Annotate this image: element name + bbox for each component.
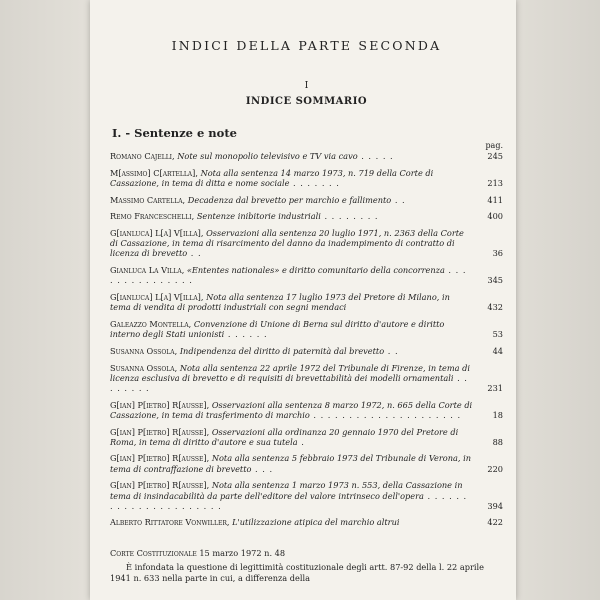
background-right [514, 0, 600, 600]
entry-page: 44 [492, 345, 503, 356]
entry-leader: . . . . . . [224, 329, 268, 340]
section-title: I. - Sentenze e note [112, 126, 237, 140]
list-item [110, 346, 503, 356]
entry-title: Osservazioni alla sentenza 8 marzo 1972, n. 665 della Corte di Cassazione, in tema di trasferimento di marchio [110, 399, 473, 420]
list-item [110, 363, 503, 394]
entry-leader: . . . [251, 463, 274, 474]
entry-page: 345 [487, 275, 503, 286]
entry-leader: . . . . . . . . . . . . . . . [110, 265, 467, 286]
entry-title: Convenzione di Unione di Berna sul diritto d'autore e diritto interno degli Stati unionisti [110, 318, 445, 340]
list-item [110, 211, 503, 221]
entry-author: Susanna Ossola, [110, 345, 178, 356]
entry-author: Romano Cajelli, [110, 151, 175, 161]
list-item [110, 195, 503, 205]
entry-page: 422 [487, 517, 503, 528]
entry-leader: . . [187, 248, 202, 259]
entry-author: Massimo Cartella, [110, 194, 186, 205]
list-item [110, 151, 503, 161]
list-item [110, 292, 503, 312]
entry-author: G[ian] P[ietro] R[ausse], [110, 453, 210, 464]
entry-title: Nota alla sentenza 17 luglio 1973 del Pretore di Milano, in tema di vendita di prodotti industriali con segni mendaci [110, 292, 450, 313]
entry-leader: . . . . . . . . . . . . . . . . . . . . . . [110, 490, 468, 511]
book-page [90, 0, 516, 600]
entry-leader: . . . . . . . [289, 177, 340, 188]
entry-page: 394 [487, 500, 503, 511]
list-item [110, 453, 503, 473]
entry-title: Indipendenza del diritto di paternità dal brevetto [179, 345, 385, 356]
entry-title: Note sul monopolio televisivo e TV via cavo [177, 151, 358, 161]
entry-leader: . . . . . . . . [320, 211, 379, 222]
entry-author: G[ianluca] L[a] V[illa], [110, 228, 204, 239]
entry-leader: . . . . . [357, 151, 394, 161]
entry-author: G[ian] P[ietro] R[ausse], [110, 426, 210, 437]
list-item [110, 517, 503, 527]
entry-page: 245 [487, 151, 503, 161]
list-item [110, 228, 503, 259]
entry-author: M[assimo] C[artella], [110, 167, 198, 178]
entry-leader: . . [384, 345, 399, 356]
list-item [110, 265, 503, 285]
entry-title: «Ententes nationales» e diritto comunitario della concorrenza [186, 265, 445, 276]
entry-title: Osservazioni alla sentenza 20 luglio 1971, n. 2363 della Corte di Cassazione, in tema di risarcimento del danno da inadempimento di contratto di licenza di brevetto [110, 228, 464, 259]
entry-title: Decadenza dal brevetto per marchio e fallimento [187, 194, 392, 205]
court-name: Corte Costituzionale [110, 548, 197, 558]
entry-leader: . . . . . . . . . . . . . . . . . . . . . [309, 409, 462, 420]
entry-page: 231 [487, 382, 503, 393]
entry-author: Alberto Rittatore Vonwiller, [110, 517, 230, 528]
entry-author: G[ianluca] L[a] V[illa], [110, 292, 204, 303]
entry-leader: . . . . . . . . [110, 372, 468, 393]
entry-page: 411 [487, 194, 503, 205]
entry-author: G[ian] P[ietro] R[ausse], [110, 399, 210, 410]
entry-author: Galeazzo Montella, [110, 318, 192, 329]
court-detail: 15 marzo 1972 n. 48 [196, 548, 286, 558]
entry-page: 213 [487, 177, 503, 188]
entry-list [110, 151, 503, 534]
entry-leader: . [297, 436, 305, 447]
entry-author: G[ian] P[ietro] R[ausse], [110, 480, 210, 491]
entry-author: Remo Franceschelli, [110, 211, 195, 222]
entry-title: Sentenze inibitorie industriali [196, 211, 321, 222]
entry-leader: . . [391, 194, 406, 205]
part-number: I [304, 80, 309, 91]
list-item [110, 480, 503, 511]
court-heading [110, 548, 503, 558]
entry-author: Susanna Ossola, [110, 362, 178, 373]
entry-page: 53 [492, 329, 503, 340]
summary-title: INDICE SOMMARIO [245, 96, 368, 107]
page-header: INDICI DELLA PARTE SECONDA [171, 38, 442, 53]
list-item [110, 427, 503, 447]
entry-title: Osservazioni alla ordinanza 20 gennaio 1970 del Pretore di Roma, in tema di diritto d'autore e sua tutela [110, 426, 459, 447]
entry-title: Nota alla sentenza 1 marzo 1973 n. 553, della Cassazione in tema di insindacabilità da parte dell'editore del valore intrinseco dell'opera [110, 480, 463, 501]
entry-author: Gianluca La Villa, [110, 265, 185, 276]
list-item [110, 319, 503, 339]
entry-title: Nota alla sentenza 5 febbraio 1973 del Tribunale di Verona, in tema di contraffazione di brevetto [110, 453, 471, 474]
background-left [0, 0, 92, 600]
page-column-label: pag. [485, 141, 503, 150]
entry-title: L'utilizzazione atipica del marchio altrui [232, 517, 400, 528]
entry-page: 432 [487, 302, 503, 313]
list-item [110, 400, 503, 420]
list-item [110, 168, 503, 188]
entry-page: 88 [492, 436, 503, 447]
entry-title: Nota alla sentenza 14 marzo 1973, n. 719 della Corte di Cassazione, in tema di ditta e nome sociale [110, 167, 434, 188]
entry-page: 36 [492, 248, 503, 259]
entry-title: Nota alla sentenza 22 aprile 1972 del Tribunale di Firenze, in tema di licenza esclusiva di brevetto e di requisiti di brevettabilità dei modelli ornamentali [110, 362, 470, 383]
entry-page: 400 [487, 211, 503, 222]
body-text: È infondata la questione di legittimità costituzionale degli artt. 87-92 della l. 22 aprile 1941 n. 633 nella parte in cui, a differenza della [110, 562, 484, 583]
entry-page: 220 [487, 463, 503, 474]
entry-page: 18 [492, 409, 503, 420]
